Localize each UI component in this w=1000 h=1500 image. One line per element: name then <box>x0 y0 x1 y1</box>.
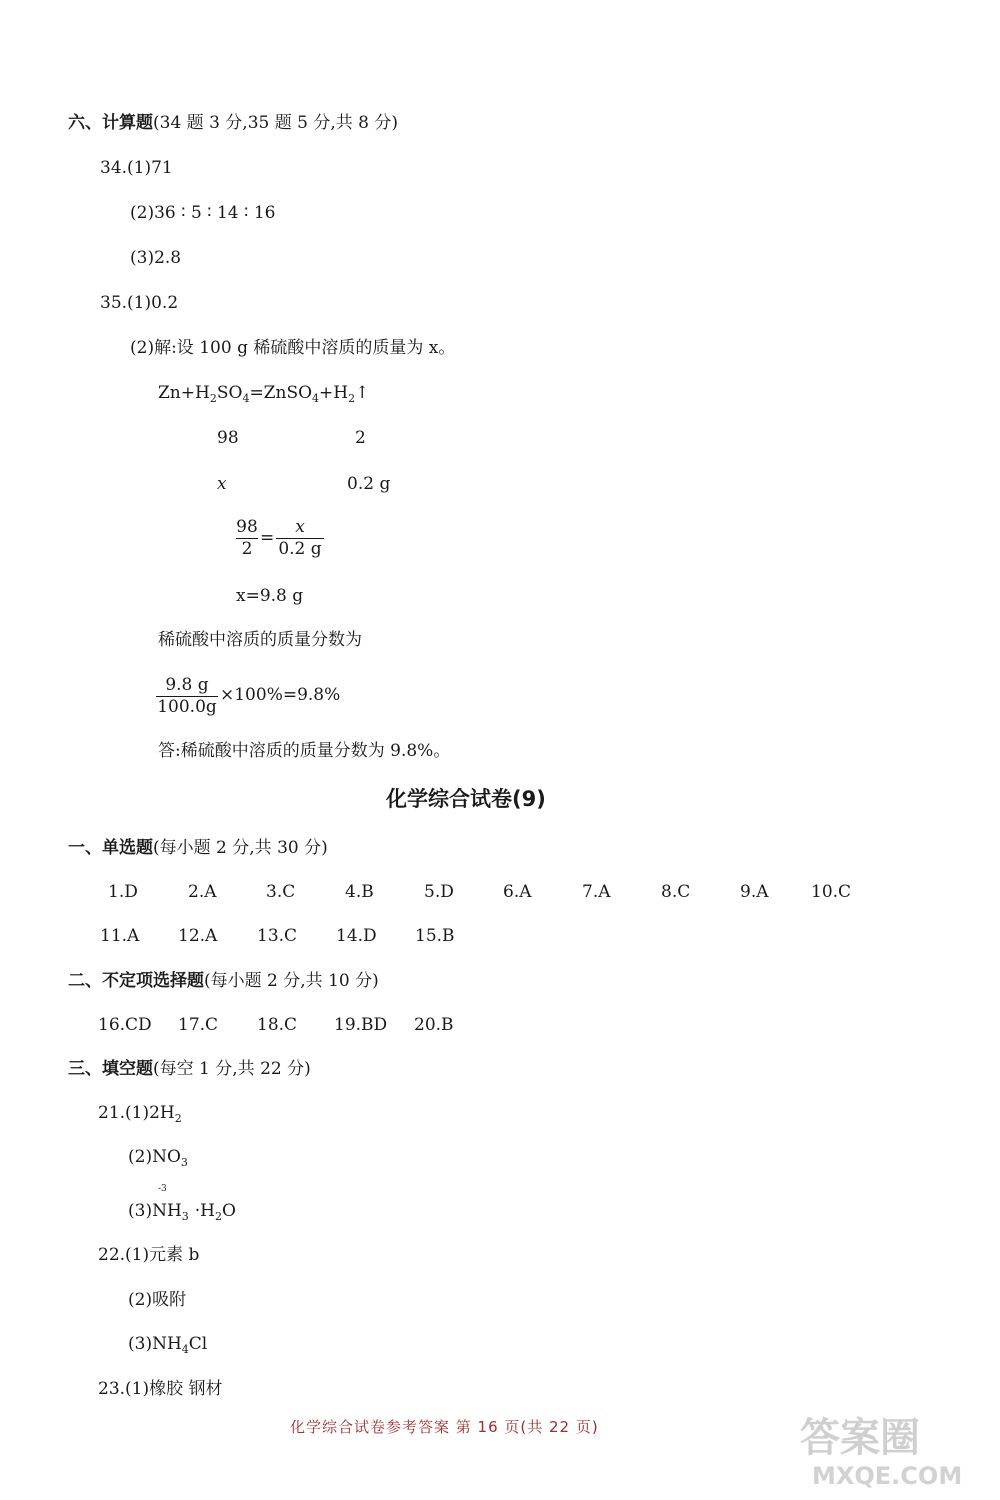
section-score: (每空 1 分,共 22 分) <box>153 1059 311 1079</box>
gas-arrow-icon: ↑ <box>355 383 370 403</box>
fraction-left <box>236 518 258 558</box>
section-title: 六、计算题 <box>68 113 153 133</box>
formula-sub: 4 <box>181 1343 189 1356</box>
formula-sub: 3 <box>180 1156 188 1169</box>
section-score: (每小题 2 分,共 10 分) <box>204 971 379 991</box>
section-6-heading <box>68 115 398 132</box>
watermark-logo: 答案圈 <box>800 1415 920 1461</box>
answer-item: 6.A <box>503 882 532 902</box>
section-title: 一、单选题 <box>68 838 153 858</box>
paper-title: 化学综合试卷(9) <box>386 787 546 811</box>
fraction-numerator: 9.8 g <box>165 675 209 695</box>
answer-22-1: 22.(1)元素 b <box>98 1245 200 1265</box>
answer-22-2: (2)吸附 <box>128 1290 187 1310</box>
answer-21-2 <box>128 1149 188 1168</box>
fraction-numerator: x <box>295 517 305 537</box>
formula-sub: 2 <box>174 1112 182 1125</box>
final-answer: 答:稀硫酸中溶质的质量分数为 9.8%。 <box>158 741 451 761</box>
formula-text: O <box>222 1201 236 1221</box>
chemical-equation <box>158 385 369 404</box>
formula-text: (2)NO <box>128 1147 181 1167</box>
formula-text: Cl <box>188 1334 208 1354</box>
answer-item: 10.C <box>811 882 852 902</box>
answer-item: 11.A <box>100 926 140 946</box>
answer-23-1: 23.(1)橡胶 钢材 <box>98 1379 223 1399</box>
answer-item: 8.C <box>661 882 691 902</box>
ratio-0-2g: 0.2 g <box>347 474 391 494</box>
answer-item: 20.B <box>414 1015 454 1035</box>
eq-sub: 4 <box>312 392 320 405</box>
answer-item: 4.B <box>345 882 374 902</box>
formula-sub: 3 <box>181 1210 189 1223</box>
section-score: (34 题 3 分,35 题 5 分,共 8 分) <box>153 113 399 133</box>
answer-item: 16.CD <box>98 1015 152 1035</box>
result-x: x=9.8 g <box>236 586 304 606</box>
answer-item: 1.D <box>108 882 138 902</box>
formula-text: 21.(1)2H <box>98 1103 175 1123</box>
eq-part: SO <box>216 383 243 403</box>
answer-35-1: 35.(1)0.2 <box>100 293 179 313</box>
section-title: 三、填空题 <box>68 1059 153 1079</box>
answer-item: 19.BD <box>334 1015 388 1035</box>
ratio-98: 98 <box>217 428 239 448</box>
answer-item: 13.C <box>257 926 298 946</box>
section-score: (每小题 2 分,共 30 分) <box>153 838 328 858</box>
eq-part: +H <box>319 383 349 403</box>
fraction-label: 稀硫酸中溶质的质量分数为 <box>158 630 362 650</box>
fraction-numerator: 98 <box>236 517 258 537</box>
answer-34-3: (3)2.8 <box>130 248 182 268</box>
eq-part: Zn+H <box>158 383 210 403</box>
answer-item: 2.A <box>188 882 217 902</box>
answer-22-3 <box>128 1336 207 1355</box>
answer-21-1 <box>98 1105 182 1124</box>
answer-35-2: (2)解:设 100 g 稀硫酸中溶质的质量为 x。 <box>130 338 456 358</box>
answer-item: 12.A <box>178 926 218 946</box>
answer-item: 14.D <box>336 926 377 946</box>
formula-text: (3)NH <box>128 1334 182 1354</box>
answer-item: 5.D <box>424 882 454 902</box>
answer-item: 3.C <box>266 882 296 902</box>
formula-sub: 2 <box>215 1210 223 1223</box>
eq-sub: 4 <box>242 392 250 405</box>
section-title: 二、不定项选择题 <box>68 971 204 991</box>
answer-34-2: (2)36 ∶ 5 ∶ 14 ∶ 16 <box>130 203 276 223</box>
page-footer: 化学综合试卷参考答案 第 16 页(共 22 页) <box>290 1418 599 1436</box>
eq-part: =ZnSO <box>249 383 313 403</box>
formula-text: (3)NH <box>128 1201 182 1221</box>
answer-21-3 <box>128 1203 236 1222</box>
fraction-denominator: 2 <box>241 538 253 559</box>
eq-sub: 2 <box>209 392 217 405</box>
section-1-heading <box>68 840 328 857</box>
eq-sub: 2 <box>348 392 356 405</box>
valence-mark: -3 <box>158 1184 167 1194</box>
fraction-equals: = <box>260 528 275 548</box>
watermark-url: MXQE.COM <box>812 1462 963 1490</box>
section-2-heading <box>68 973 379 990</box>
answer-item: 15.B <box>415 926 455 946</box>
answer-item: 9.A <box>740 882 769 902</box>
percent-fraction <box>156 676 218 716</box>
section-3-heading <box>68 1061 311 1078</box>
answer-34-1: 34.(1)71 <box>100 158 173 178</box>
answer-item: 17.C <box>178 1015 219 1035</box>
fraction-denominator: 100.0g <box>157 696 217 717</box>
percent-result: ×100%=9.8% <box>220 685 341 705</box>
fraction-right <box>276 518 324 558</box>
ratio-x: x <box>217 474 227 494</box>
fraction-denominator: 0.2 g <box>278 538 322 559</box>
formula-text: ·H <box>194 1201 216 1221</box>
answer-item: 18.C <box>257 1015 298 1035</box>
answer-item: 7.A <box>582 882 611 902</box>
ratio-2: 2 <box>355 428 366 448</box>
